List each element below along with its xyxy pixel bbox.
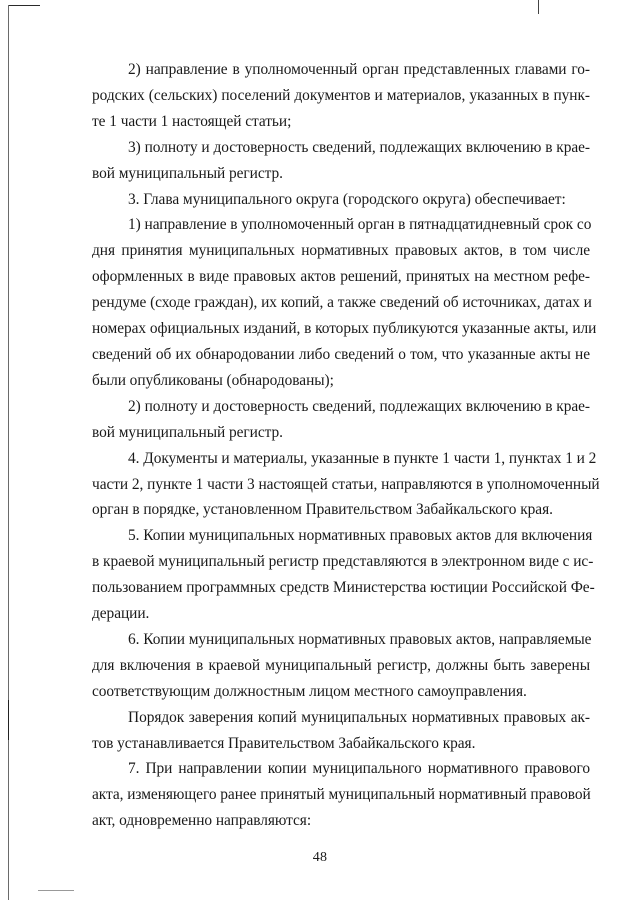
text-line: 2) полноту и достоверность сведений, подлежащих включению в крае- [128,397,590,415]
text-line: акт, одновременно направляются: [92,812,312,830]
text-line: дерации. [92,605,150,623]
text-line: части 2, пункте 1 части 3 настоящей статьи, направляются в уполномоченный [92,475,600,493]
text-line: вой муниципальный регистр. [92,423,283,441]
text-line: те 1 части 1 настоящей статьи; [92,112,292,130]
paragraph [92,135,590,187]
text-line: номерах официальных изданий, в которых публикуются указанные акты, или [92,320,597,338]
scan-top-right-mark [538,0,539,14]
text-line: орган в порядке, установленном Правительством Забайкальского края. [92,501,553,519]
paragraph [92,446,600,524]
text-line: были опубликованы (обнародованы); [92,371,334,389]
text-line: для включения в краевой муниципальный регистр, должны быть заверены [92,656,590,674]
scan-left-edge [8,5,9,900]
text-line: оформленных в виде правовых актов решений, принятых на местном рефе- [92,268,590,286]
text-line: вой муниципальный регистр. [92,164,283,182]
text-line: Порядок заверения копий муниципальных нормативных правовых ак- [128,708,590,726]
text-line: тов устанавливается Правительством Забайкальского края. [92,734,476,752]
page-number: 48 [312,850,328,865]
text-line: сведений об их обнародовании либо сведений о том, что указанные акты не [92,345,590,363]
paragraph [92,394,590,446]
text-line: в краевой муниципальный регистр представляются в электронном виде с ис- [92,553,594,571]
scan-left-edge-mark [8,700,9,740]
paragraph [92,212,597,393]
text-line: соответствующим должностным лицом местного самоуправления. [92,682,527,700]
paragraph [92,187,590,213]
text-line: 6. Копии муниципальных нормативных правовых актов, направляемые [128,630,592,648]
text-line: 2) направление в уполномоченный орган представленных главами го- [128,61,590,78]
document-page [92,57,600,834]
paragraph [92,705,590,757]
text-line: дня принятия муниципальных нормативных правовых актов, в том числе [92,242,590,260]
text-line: 1) направление в уполномоченный орган в пятнадцатидневный срок со [128,216,592,234]
paragraph [92,57,590,135]
scan-top-rule [8,5,40,6]
text-line: 3. Глава муниципального округа (городского округа) обеспечивает: [128,190,566,208]
paragraph [92,627,590,705]
text-line: 3) полноту и достоверность сведений, подлежащих включению в крае- [128,138,590,156]
paragraph [92,523,595,627]
text-line: родских (сельских) поселений документов и материалов, указанных в пунк- [92,86,590,104]
text-line: акта, изменяющего ранее принятый муниципальный нормативный правовой [92,786,591,804]
text-line: 7. При направлении копии муниципального нормативного правового [128,760,590,778]
text-line: рендуме (сходе граждан), их копий, а также сведений об источниках, датах и [92,294,592,312]
text-line: пользованием программных средств Министерства юстиции Российской Фе- [92,579,595,597]
text-line: 4. Документы и материалы, указанные в пункте 1 части 1, пунктах 1 и 2 [128,449,597,467]
scan-bottom-stroke [38,890,74,891]
text-line: 5. Копии муниципальных нормативных правовых актов для включения [128,527,593,545]
paragraph [92,756,590,834]
